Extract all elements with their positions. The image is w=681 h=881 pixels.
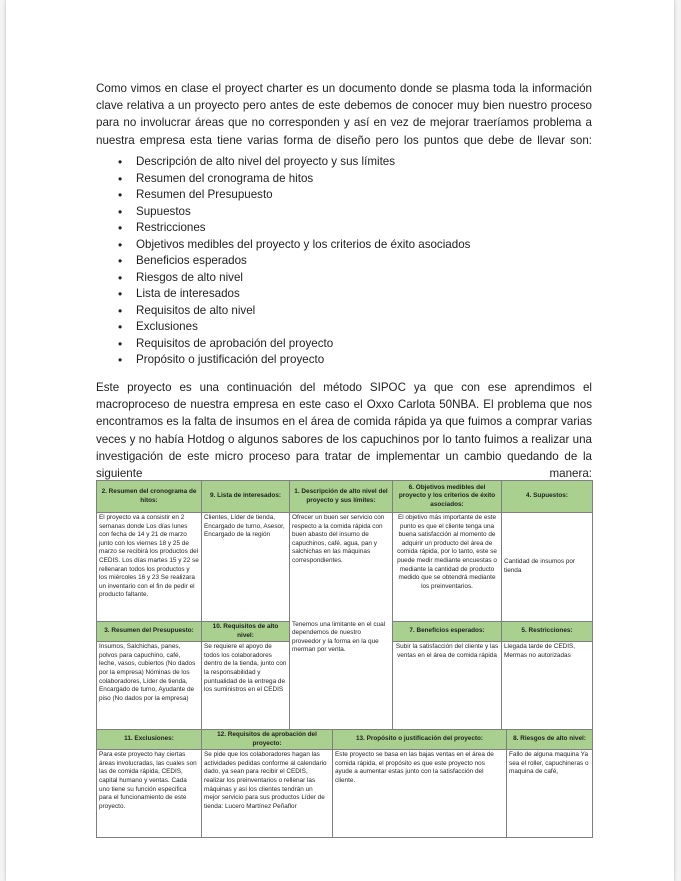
spacer <box>292 566 390 621</box>
header-requisitos: 10. Requisitos de alto nivel: <box>202 622 290 642</box>
header-riesgos: 8. Riesgos de alto nivel: <box>507 730 593 750</box>
header-proposito: 13. Propósito o justificación del proyecto: <box>333 730 507 750</box>
list-item: • Supuestos <box>118 204 470 221</box>
header-cronograma: 2. Resumen del cronograma de hitos: <box>97 481 202 513</box>
list-item: • Beneficios esperados <box>118 253 470 270</box>
header-interesados: 9. Lista de interesados: <box>202 481 290 513</box>
project-charter-table-bottom <box>96 729 593 838</box>
bullet-list <box>118 154 470 369</box>
cell-objetivos: El objetivo más importante de este punto es que el cliente tenga una buena satisfacción al momento de adquirir un producto del área de comida rápida, por lo tanto, este se puede medir mediante encuestas o mediante la cantidad de producto medido que se obtendrá mediante los preinventarios. <box>393 513 502 622</box>
list-item: • Lista de interesados <box>118 286 470 303</box>
header-aprobacion: 12. Requisitos de aprobación del proyecto: <box>202 730 333 750</box>
intro-paragraph: Como vimos en clase el proyect charter es un documento donde se plasma toda la información clave relativa a un proyecto pero antes de este debemos de conocer muy bien nuestro proceso para no involucrar áreas que no corresponden y así en vez de mejorar traeríamos problema a nuestra empresa esta tiene varias forma de diseño pero los puntos que debe de llevar son: <box>96 82 592 147</box>
cell-beneficios: Subir la satisfacción del cliente y las ventas en el área de comida rápida <box>393 642 502 730</box>
header-beneficios: 7. Beneficios esperados: <box>393 622 502 642</box>
cell-cronograma: El proyecto va a consistir en 2 semanas donde Los días lunes con fecha de 14 y 21 de marzo junto con los viernes 18 y 25 de marzo se recibirá los productos del CEDIS. Los días martes 15 y 22 se rellenaran todos los productos y los miércoles 16 y 23 Se realizara un inventario con el fin de pedir el producto faltante. <box>97 513 202 622</box>
project-charter-table <box>96 480 593 730</box>
cell-supuestos: Cantidad de insumos por tienda <box>502 513 593 622</box>
list-item: • Resumen del cronograma de hitos <box>118 171 470 188</box>
list-item: • Requisitos de alto nivel <box>118 303 470 320</box>
list-item: • Riesgos de alto nivel <box>118 270 470 287</box>
header-descripcion: 1. Descripción de alto nivel del proyecto y sus límites: <box>290 481 393 513</box>
header-supuestos: 4. Supuestos: <box>502 481 593 513</box>
cell-presupuesto: Insumos, Salchichas, panes, polvos para capuchino, café, leche, vasos, cubiertos (No dados por la empresa) Nóminas de los colaboradores, Líder de tienda, Encargado de turno, Ayudante de piso (No dados por la empresa) <box>97 642 202 730</box>
cell-aprobacion: Se pide que los colaboradores hagan las actividades pedidas conforme al calendario dado, ya sean para recibir el CEDIS, realizar los preinventarios o rellenar las máquinas y así los clientes tendrán un mejor servicio para sus productos Líder de tienda: Lucero Martínez Peñaflor <box>202 750 333 838</box>
cell-interesados: Clientes, Líder de tienda, Encargado de turno, Asesor, Encargado de la región <box>202 513 290 622</box>
cell-riesgos: Fallo de alguna maquina Ya sea el roller, capuchineras o maquina de café, <box>507 750 593 838</box>
cell-exclusiones: Para este proyecto hay ciertas áreas involucradas, las cuales son las de comida rápida, CEDIS, capital humano y ventas. Cada uno tiene su función especifica para el funcionamiento de este proyecto. <box>97 750 202 838</box>
header-presupuesto: 3. Resumen del Presupuesto: <box>97 622 202 642</box>
cell-proposito: Este proyecto se basa en las bajas ventas en el área de comida rápida, el propósito es que este proyecto nos ayude a aumentar estas junto con la satisfacción del cliente. <box>333 750 507 838</box>
descripcion-text: Ofrecer un buen ser servicio con respecto a la comida rápida con buen abasto del insumo de capuchinos, café, agua, pan y salchichas en las máquinas correspondientes. <box>292 514 385 564</box>
document-page <box>6 0 674 881</box>
list-item: • Requisitos de aprobación del proyecto <box>118 336 470 353</box>
list-item: • Restricciones <box>118 220 470 237</box>
header-exclusiones: 11. Exclusiones: <box>97 730 202 750</box>
list-item: • Descripción de alto nivel del proyecto y sus límites <box>118 154 470 171</box>
list-item: • Objetivos medibles del proyecto y los criterios de éxito asociados <box>118 237 470 254</box>
header-restricciones: 5. Restricciones: <box>502 622 593 642</box>
limitante-text: Tenemos una limitante en el cual dependemos de nuestro proveedor y la forma en la que merman por venta. <box>292 620 386 654</box>
list-item: • Propósito o justificación del proyecto <box>118 352 470 369</box>
header-objetivos: 6. Objetivos medibles del proyecto y los criterios de éxito asociados: <box>393 481 502 513</box>
list-item: • Resumen del Presupuesto <box>118 187 470 204</box>
context-paragraph: Este proyecto es una continuación del método SIPOC ya que con ese aprendimos el macroproceso de nuestra empresa en este caso el Oxxo Carlota 50NBA. El problema que nos encontramos es la falta de insumos en el área de comida rápida ya que fuimos a comprar varias veces y no había Hotdog o algunos sabores de los capuchinos por lo tanto fuimos a realizar una investigación de este micro proceso para tratar de implementar un cambio quedando de la siguiente manera: <box>96 381 592 481</box>
list-item: • Exclusiones <box>118 319 470 336</box>
cell-descripcion <box>290 513 393 730</box>
cell-restricciones: Llegada tarde de CEDIS, Mermas no autorizadas <box>502 642 593 730</box>
cell-requisitos: Se requiere el apoyo de todos los colaboradores dentro de la tienda, junto con la responsabilidad y puntualidad de la entrega de los suministros en el CEDIS <box>202 642 290 730</box>
